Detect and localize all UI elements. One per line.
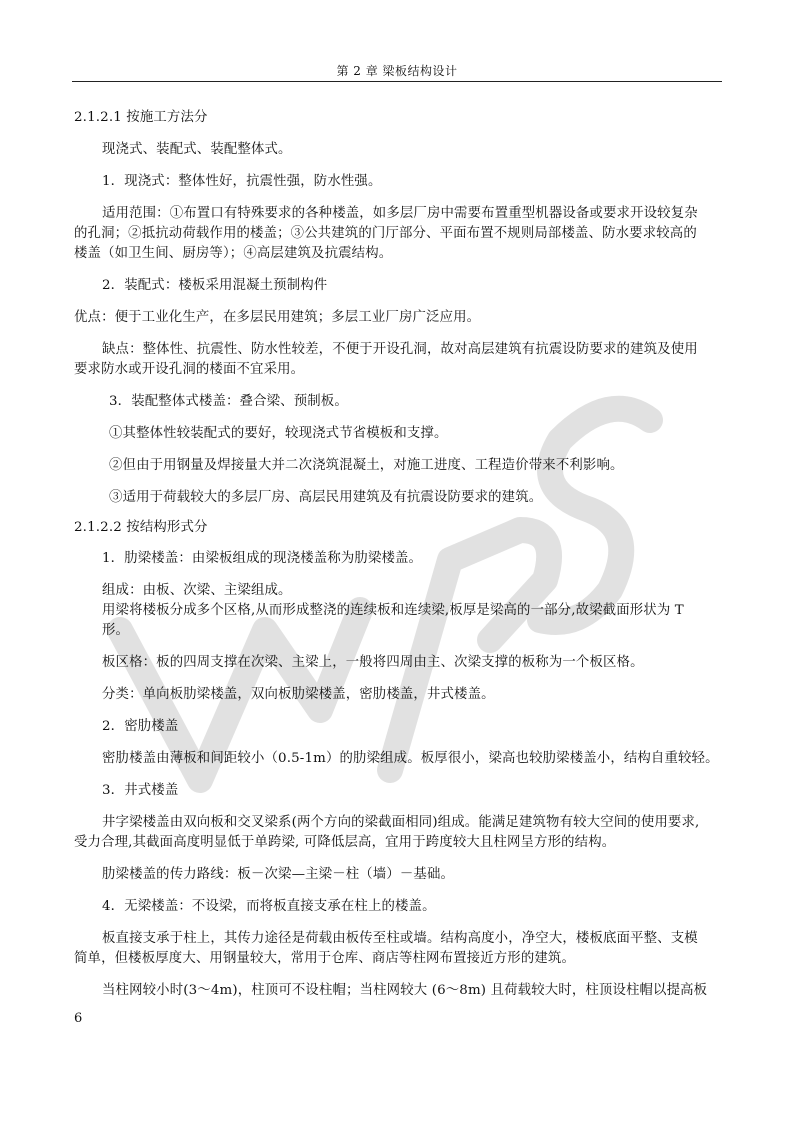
paragraph-line: 的孔洞；②抵抗动荷载作用的楼盖；③公共建筑的门厅部分、平面布置不规则局部楼盖、防水要求较高的 [74, 226, 697, 241]
page-number: 6 [74, 1011, 83, 1026]
paragraph-classification: 分类：单向板肋梁楼盖，双向板肋梁楼盖，密肋楼盖，井式楼盖。 [102, 687, 495, 702]
paragraph-line: 井字梁楼盖由双向板和交叉梁系(两个方向的梁截面相同)组成。能满足建筑物有较大空间的使用要求, [102, 815, 700, 830]
paragraph-line: 受力合理,其截面高度明显低于单跨梁, 可降低层高，宜用于跨度较大且柱网呈方形的结构。 [74, 835, 616, 850]
paragraph-line: 简单，但楼板厚度大、用钢量较大，常用于仓库、商店等柱网布置接近方形的建筑。 [74, 951, 576, 966]
list-item-waffle: 3．井式楼盖 [102, 783, 179, 798]
list-item-beamless: 4．无梁楼盖：不设梁，而将板直接支承在柱上的楼盖。 [102, 899, 436, 914]
running-header: 第 2 章 梁板结构设计 [336, 64, 458, 78]
paragraph-advantages: 优点：便于工业化生产，在多层民用建筑；多层工业厂房广泛应用。 [74, 310, 481, 325]
sub-item-1: ①其整体性较装配式的要好，较现浇式节省模板和支撑。 [109, 426, 448, 441]
paragraph: 现浇式、装配式、装配整体式。 [102, 142, 292, 157]
paragraph-line: 楼盖（如卫生间、厨房等）；④高层建筑及抗震结构。 [74, 246, 393, 261]
paragraph: 密肋楼盖由薄板和间距较小（0.5-1m）的肋梁组成。板厚很小，梁高也较肋梁楼盖小，结构自重较轻。 [102, 751, 719, 766]
paragraph-load-path: 肋梁楼盖的传力路线：板－次梁—主梁－柱（墙）－基础。 [102, 867, 455, 882]
paragraph-line: 形。 [102, 623, 130, 638]
section-heading-2-1-2-1: 2.1.2.1 按施工方法分 [74, 110, 208, 125]
paragraph-composition: 组成：由板、次梁、主梁组成。 [102, 583, 292, 598]
paragraph-line: 缺点：整体性、抗震性、防水性较差，不便于开设孔洞，故对高层建筑有抗震设防要求的建筑及使用 [102, 342, 698, 357]
list-item-cast-in-place: 1．现浇式：整体性好，抗震性强，防水性强。 [102, 174, 382, 189]
list-item-assembled-monolithic: 3．装配整体式楼盖：叠合梁、预制板。 [109, 394, 348, 409]
sub-item-2: ②但由于用钢量及焊接量大并二次浇筑混凝土，对施工进度、工程造价带来不利影响。 [109, 458, 624, 473]
section-heading-2-1-2-2: 2.1.2.2 按结构形式分 [74, 520, 208, 535]
list-item-ribbed-floor: 1．肋梁楼盖：由梁板组成的现浇楼盖称为肋梁楼盖。 [102, 551, 423, 566]
paragraph-line: 板直接支承于柱上，其传力途径是荷载由板传至柱或墙。结构高度小，净空大，楼板底面平整、支模 [102, 931, 698, 946]
paragraph-line: 要求防水或开设孔洞的楼面不宜采用。 [74, 362, 305, 377]
list-item-dense-rib: 2．密肋楼盖 [102, 719, 179, 734]
sub-item-3: ③适用于荷载较大的多层厂房、高层民用建筑及有抗震设防要求的建筑。 [109, 490, 543, 505]
list-item-prefabricated: 2．装配式：楼板采用混凝土预制构件 [102, 278, 328, 293]
header-divider [72, 81, 722, 82]
paragraph-line: 用梁将楼板分成多个区格,从而形成整浇的连续板和连续梁,板厚是梁高的一部分,故梁截面形状为 T [102, 603, 684, 618]
paragraph-line: 适用范围：①布置口有特殊要求的各种楼盖，如多层厂房中需要布置重型机器设备或要求开设较复杂 [102, 206, 698, 221]
paragraph-line: 当柱网较小时(3～4m)，柱顶可不设柱帽；当柱网较大 (6～8m) 且荷载较大时，柱顶设柱帽以提高板 [102, 983, 708, 998]
paragraph-slab-panel: 板区格：板的四周支撑在次梁、主梁上，一般将四周由主、次梁支撑的板称为一个板区格。 [102, 655, 644, 670]
